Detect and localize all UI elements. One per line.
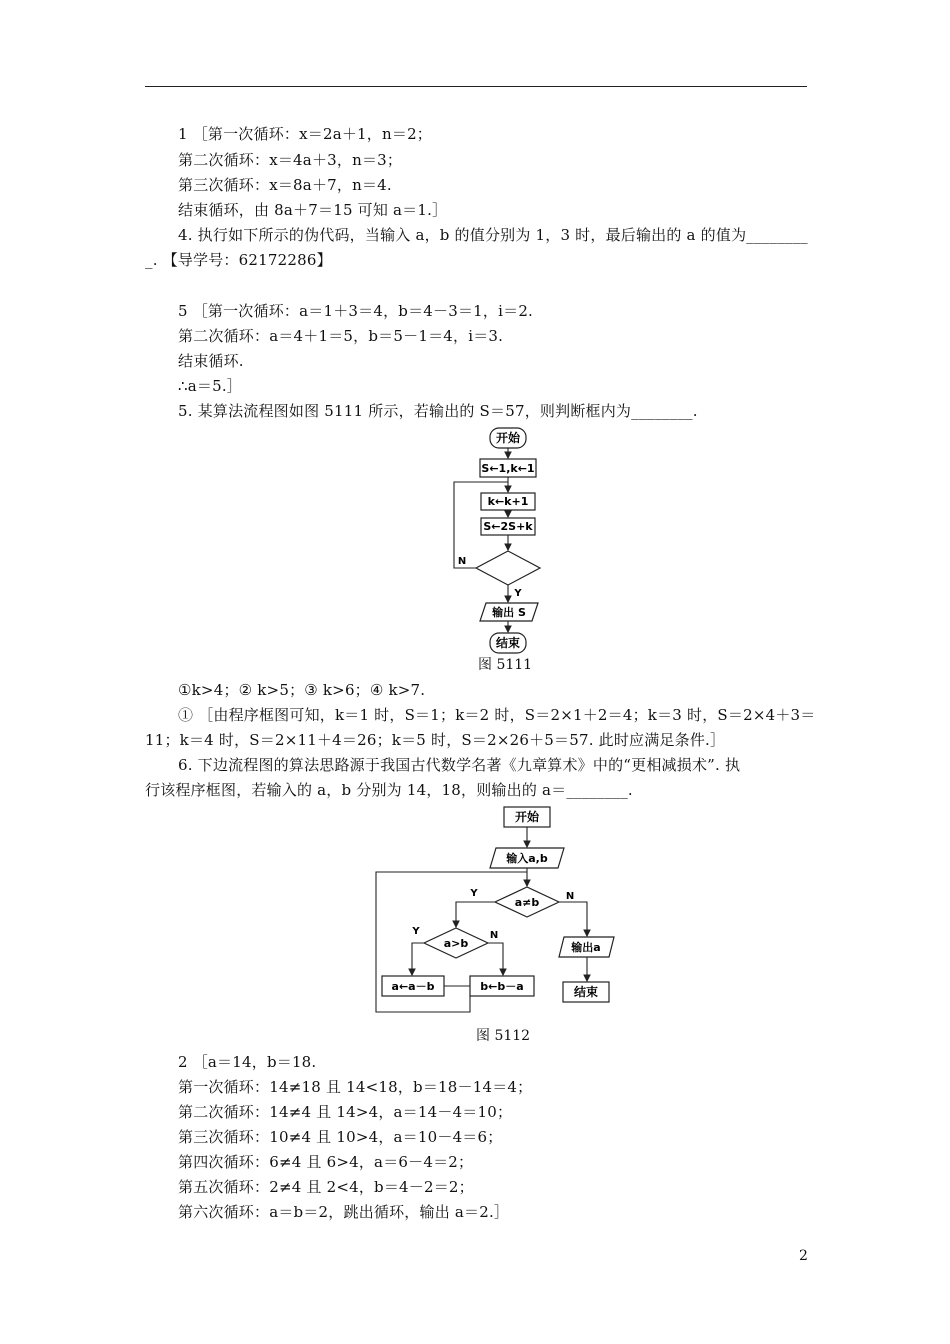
question-4-cont: _. 【导学号：62172286】: [145, 251, 332, 269]
question-5: 5. 某算法流程图如图 5111 所示，若输出的 S＝57，则判断框内为________.: [178, 402, 698, 420]
text-line: 结束循环，由 8a＋7＝15 可知 a＝1.］: [178, 201, 448, 219]
start-label: 开始: [514, 810, 540, 824]
update-s-label: S←2S+k: [483, 520, 533, 533]
page-number: 2: [799, 1248, 808, 1264]
figure-5112-caption: 图 5112: [476, 1028, 531, 1044]
output-label: 输出a: [571, 941, 601, 954]
text-line: 第二次循环：14≠4 且 14>4，a＝14－4＝10；: [178, 1103, 513, 1121]
init-label: S←1,k←1: [481, 462, 535, 475]
yes2-label: Y: [412, 926, 420, 937]
header-rule: [145, 86, 807, 87]
cond2-label: a>b: [443, 937, 469, 950]
end-label: 结束: [495, 636, 521, 650]
question-6: 6. 下边流程图的算法思路源于我国古代数学名著《九章算术》中的“更相减损术”. 执: [178, 756, 741, 774]
cond1-label: a≠b: [514, 896, 540, 909]
text-line: 第三次循环：10≠4 且 10>4，a＝10－4＝6；: [178, 1128, 503, 1146]
text-line: 第三次循环：x＝8a＋7，n＝4.: [178, 176, 392, 194]
text-line: 2 ［a＝14，b＝18.: [178, 1053, 317, 1071]
input-label: 输入a,b: [506, 852, 548, 865]
text-line: 5 ［第一次循环：a＝1＋3＝4，b＝4－3＝1，i＝2.: [178, 302, 534, 320]
question-4: 4. 执行如下所示的伪代码，当输入 a，b 的值分别为 1，3 时，最后输出的 a 的值为________: [178, 226, 808, 244]
end-label: 结束: [573, 985, 599, 999]
no1-label: N: [565, 891, 575, 902]
text-line: 第五次循环：2≠4 且 2<4，b＝4－2＝2；: [178, 1178, 474, 1196]
text-line: 结束循环.: [178, 352, 244, 370]
assign-a-label: a←a－b: [391, 980, 435, 993]
output-label: 输出 S: [492, 606, 526, 619]
text-line: 第六次循环：a＝b＝2，跳出循环，输出 a＝2.］: [178, 1203, 510, 1221]
flowchart-5112: [370, 800, 630, 1022]
text-line: ① ［由程序框图可知，k＝1 时，S＝1；k＝2 时，S＝2×1＋2＝4；k＝3 时，S＝2×4＋3＝: [178, 706, 816, 724]
yes1-label: Y: [470, 888, 478, 899]
flowchart-5111: [440, 422, 580, 654]
text-line: 11；k＝4 时，S＝2×11＋4＝26；k＝5 时，S＝2×26＋5＝57. 此时应满足条件.］: [145, 731, 726, 749]
text-line: 第二次循环：a＝4＋1＝5，b＝5－1＝4，i＝3.: [178, 327, 504, 345]
question-6-cont: 行该程序框图，若输入的 a，b 分别为 14，18，则输出的 a＝________.: [145, 781, 633, 799]
increment-label: k←k+1: [487, 495, 529, 508]
assign-b-label: b←b－a: [480, 980, 524, 993]
no-label: N: [457, 556, 467, 567]
yes-label: Y: [514, 588, 522, 599]
text-line: 1 ［第一次循环：x＝2a＋1，n＝2；: [178, 125, 433, 143]
no2-label: N: [489, 930, 499, 941]
options-line: ①k>4；② k>5；③ k>6；④ k>7.: [178, 681, 426, 699]
figure-5111-caption: 图 5111: [478, 657, 533, 673]
text-line: 第一次循环：14≠18 且 14<18，b＝18－14＝4；: [178, 1078, 533, 1096]
text-line: 第四次循环：6≠4 且 6>4，a＝6－4＝2；: [178, 1153, 474, 1171]
text-line: 第二次循环：x＝4a＋3，n＝3；: [178, 151, 403, 169]
decision-diamond: [476, 551, 540, 585]
text-line: ∴a＝5.］: [178, 377, 242, 395]
start-label: 开始: [495, 431, 521, 445]
